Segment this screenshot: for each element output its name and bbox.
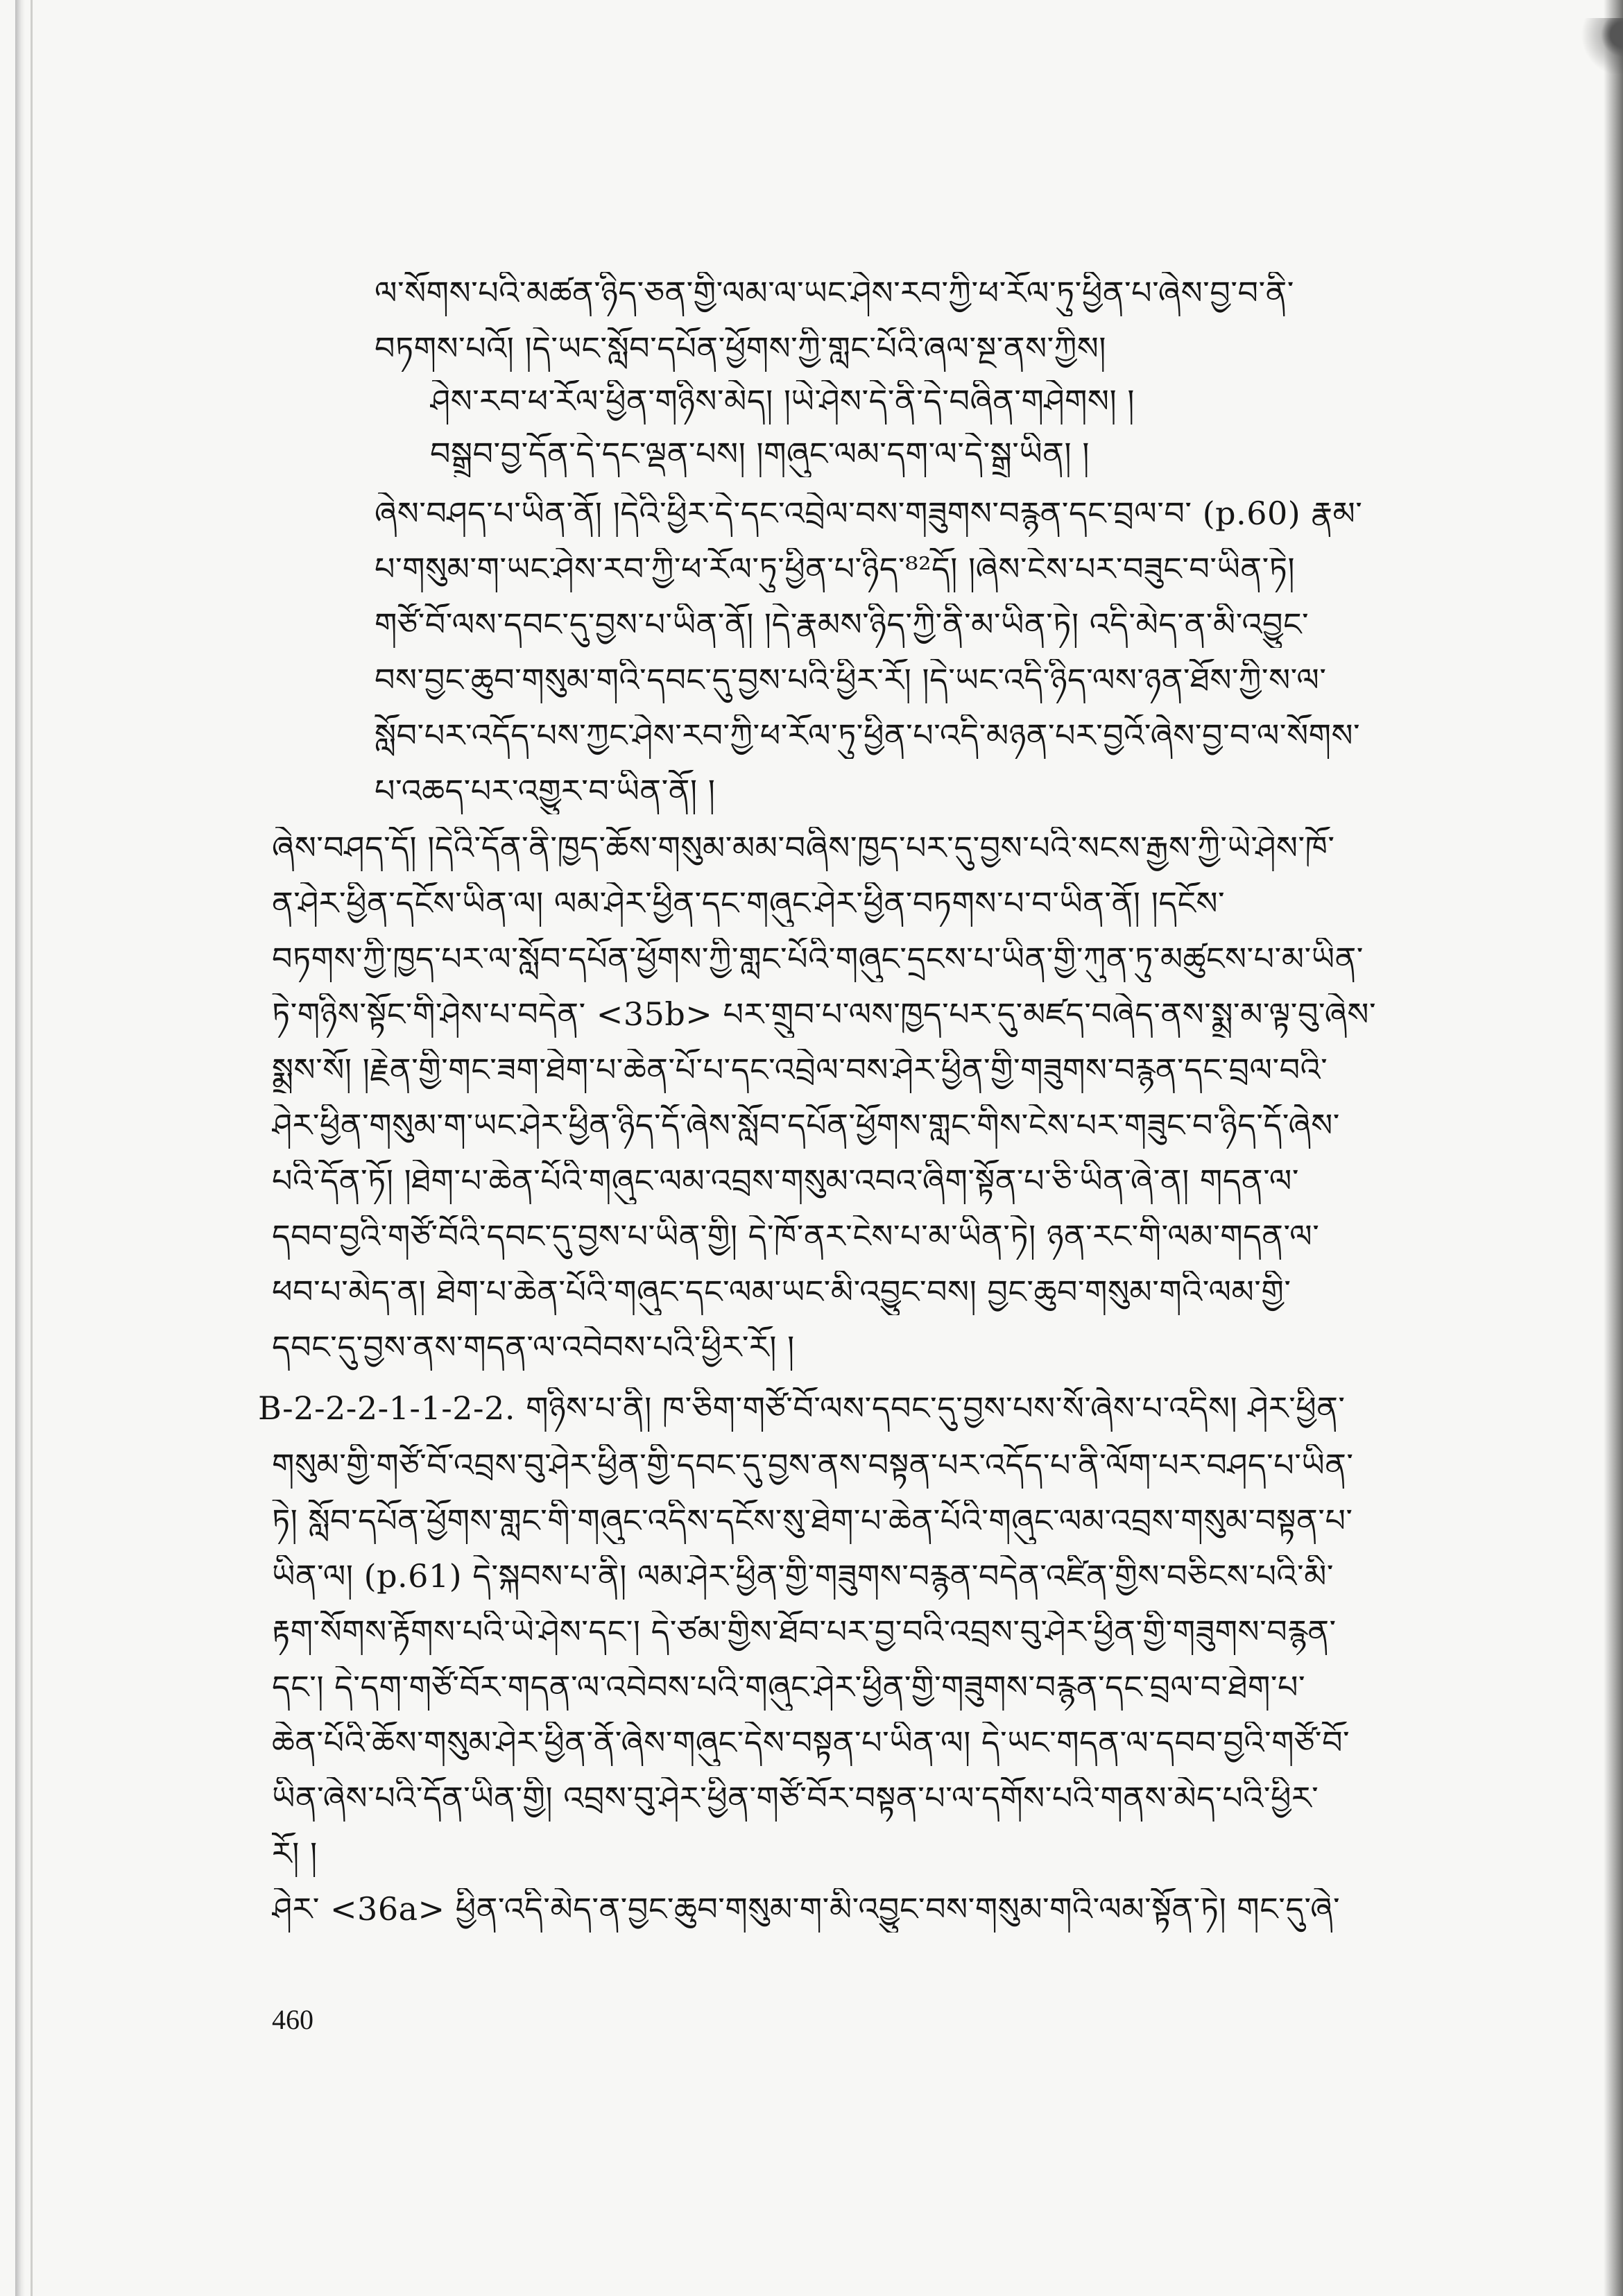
text-line: ཕབ་པ་མེད་ན། ཐེག་པ་ཆེན་པོའི་གཞུང་དང་ལམ་ཡང་མི་འབྱུང་བས། བྱང་ཆུབ་གསུམ་གའི་ལམ་གྱི་ bbox=[272, 1273, 1291, 1310]
page-number: 460 bbox=[272, 2004, 314, 2035]
text-line: དང་། དེ་དག་གཙོ་བོར་གདན་ལ་འབེབས་པའི་གཞུང་ཤེར་ཕྱིན་གྱི་གཟུགས་བརྙན་དང་བྲལ་བ་ཐེག་པ་ bbox=[272, 1668, 1306, 1706]
text-line: བཏགས་པའོ། །དེ་ཡང་སློབ་དཔོན་ཕྱོགས་ཀྱི་གླང་པོའི་ཞལ་སྔ་ནས་ཀྱིས། bbox=[375, 329, 1106, 367]
text-line: དབབ་བྱའི་གཙོ་བོའི་དབང་དུ་བྱས་པ་ཡིན་གྱི། དེ་ཁོ་ནར་ངེས་པ་མ་ཡིན་ཏེ། ཉན་རང་གི་ལམ་གདན་ལ་ bbox=[272, 1217, 1320, 1255]
text-line: ཤེར་ <36a> ཕྱིན་འདི་མེད་ན་བྱང་ཆུབ་གསུམ་ག་མི་འབྱུང་བས་གསུམ་གའི་ལམ་སྟོན་ཏེ། གང་དུ་ཞེ་ bbox=[272, 1890, 1341, 1928]
text-line: གཙོ་བོ་ལས་དབང་དུ་བྱས་པ་ཡིན་ནོ། །དེ་རྣམས་ཉིད་ཀྱི་ནི་མ་ཡིན་ཏེ། འདི་མེད་ན་མི་འབྱུང་ bbox=[375, 606, 1309, 643]
text-line: ཆེན་པོའི་ཆོས་གསུམ་ཤེར་ཕྱིན་ནོ་ཞེས་གཞུང་དེས་བསྟན་པ་ཡིན་ལ། དེ་ཡང་གདན་ལ་དབབ་བྱའི་གཙོ་བོ་ bbox=[272, 1724, 1350, 1761]
text-line: ལ་སོགས་པའི་མཚན་ཉིད་ཅན་གྱི་ལམ་ལ་ཡང་ཤེས་རབ་ཀྱི་ཕ་རོལ་ཏུ་ཕྱིན་པ་ཞེས་བྱ་བ་ནི་ bbox=[375, 274, 1294, 311]
text-line: ཤེར་ཕྱིན་གསུམ་ག་ཡང་ཤེར་ཕྱིན་ཉིད་དོ་ཞེས་སློབ་དཔོན་ཕྱོགས་གླང་གིས་ངེས་པར་གཟུང་བ་ཉིད་དོ་ཞེས་ bbox=[272, 1106, 1340, 1144]
text-line: སྨྲས་སོ། །རྗེན་གྱི་གང་ཟག་ཐེག་པ་ཆེན་པོ་པ་དང་འབྲེལ་བས་ཤེར་ཕྱིན་གྱི་གཟུགས་བརྙན་དང་བྲལ་བའི་ bbox=[272, 1051, 1328, 1088]
text-line: པའི་དོན་ཏོ། །ཐེག་པ་ཆེན་པོའི་གཞུང་ལམ་འབྲས་གསུམ་འབའ་ཞིག་སྟོན་པ་ཅི་ཡིན་ཞེ་ན། གདན་ལ་ bbox=[272, 1162, 1300, 1199]
text-line: པ་གསུམ་ག་ཡང་ཤེས་རབ་ཀྱི་ཕ་རོལ་ཏུ་ཕྱིན་པ་ཉིད་⁸²དོ། །ཞེས་ངེས་པར་བཟུང་བ་ཡིན་ཏེ། bbox=[375, 550, 1296, 588]
text-line: གསུམ་གྱི་གཙོ་བོ་འབྲས་བུ་ཤེར་ཕྱིན་གྱི་དབང་དུ་བྱས་ནས་བསྟན་པར་འདོད་པ་ནི་ལོག་པར་བཤད་པ་ཡིན་ bbox=[272, 1446, 1354, 1484]
section-heading-line: B-2-2-2-1-1-2-2. གཉིས་པ་ནི། ཁ་ཅིག་གཙོ་བོ་ལས་དབང་དུ་བྱས་པས་སོ་ཞེས་པ་འདིས། ཤེར་ཕྱིན་ bbox=[258, 1389, 1346, 1427]
text-line: ན་ཤེར་ཕྱིན་དངོས་ཡིན་ལ། ལམ་ཤེར་ཕྱིན་དང་གཞུང་ཤེར་ཕྱིན་བཏགས་པ་བ་ཡིན་ནོ། །དངོས་ bbox=[272, 884, 1226, 922]
verse-line: བསྒྲུབ་བྱ་དོན་དེ་དང་ལྡན་པས། །གཞུང་ལམ་དག་ལ་དེ་སྒྲ་ཡིན། ། bbox=[430, 435, 1090, 472]
text-line: ཏེ། སློབ་དཔོན་ཕྱོགས་གླང་གི་གཞུང་འདིས་དངོས་སུ་ཐེག་པ་ཆེན་པོའི་གཞུང་ལམ་འབྲས་གསུམ་བསྟན་པ་ bbox=[272, 1502, 1353, 1539]
text-line: ཡིན་ཞེས་པའི་དོན་ཡིན་གྱི། འབྲས་བུ་ཤེར་ཕྱིན་གཙོ་བོར་བསྟན་པ་ལ་དགོས་པའི་གནས་མེད་པའི་ཕྱིར་ bbox=[272, 1779, 1319, 1817]
text-line: རྟག་སོགས་རྟོགས་པའི་ཡེ་ཤེས་དང་། དེ་ཙམ་གྱིས་ཐོབ་པར་བྱ་བའི་འབྲས་བུ་ཤེར་ཕྱིན་གྱི་གཟུགས་བརྙན་ bbox=[272, 1613, 1337, 1650]
text-line: ཡིན་ལ། (p.61) དེ་སྐབས་པ་ནི། ལམ་ཤེར་ཕྱིན་གྱི་གཟུགས་བརྙན་བདེན་འཛིན་གྱིས་བཅིངས་པའི་མི་ bbox=[272, 1557, 1334, 1595]
text-line bbox=[327, 1944, 1486, 1988]
text-line: བས་བྱང་ཆུབ་གསུམ་གའི་དབང་དུ་བྱས་པའི་ཕྱིར་རོ། །དེ་ཡང་འདི་ཉིད་ལས་ཉན་ཐོས་ཀྱི་ས་ལ་ bbox=[375, 661, 1327, 699]
text-line: རོ། ། bbox=[272, 1835, 318, 1872]
verse-line: ཤེས་རབ་ཕ་རོལ་ཕྱིན་གཉིས་མེད། །ཡེ་ཤེས་དེ་ནི་དེ་བཞིན་གཤེགས། ། bbox=[430, 382, 1135, 420]
text-line: བཏགས་ཀྱི་ཁྱད་པར་ལ་སློབ་དཔོན་ཕྱོགས་ཀྱི་གླང་པོའི་གཞུང་དྲངས་པ་ཡིན་གྱི་ཀུན་ཏུ་མཚུངས་པ་མ་ཡིན་ bbox=[272, 940, 1364, 977]
text-line: ཞེས་བཤད་དོ། །དེའི་དོན་ནི་ཁྱད་ཆོས་གསུམ་མམ་བཞིས་ཁྱད་པར་དུ་བྱས་པའི་སངས་རྒྱས་ཀྱི་ཡེ་ཤེས་ཁོ་ bbox=[272, 829, 1335, 866]
text-line: ཞེས་བཤད་པ་ཡིན་ནོ། །དེའི་ཕྱིར་དེ་དང་འབྲེལ་བས་གཟུགས་བརྙན་དང་བྲལ་བ་ (p.60) རྣམ་ bbox=[375, 495, 1363, 532]
text-line: ཏེ་གཉིས་སྟོང་གི་ཤེས་པ་བདེན་ <35b> པར་གྲུབ་པ་ལས་ཁྱད་པར་དུ་མཛད་བཞེད་ནས་སྨྲ་མ་ལྟ་བུ་ཞེས་ bbox=[272, 995, 1377, 1033]
text-line: སློབ་པར་འདོད་པས་ཀྱང་ཤེས་རབ་ཀྱི་ཕ་རོལ་ཏུ་ཕྱིན་པ་འདི་མཉན་པར་བྱའོ་ཞེས་བྱ་བ་ལ་སོགས་ bbox=[375, 717, 1361, 754]
text-line: པ་འཆད་པར་འགྱུར་བ་ཡིན་ནོ། ། bbox=[375, 772, 716, 809]
text-line: དབང་དུ་བྱས་ནས་གདན་ལ་འབེབས་པའི་ཕྱིར་རོ། ། bbox=[272, 1328, 795, 1366]
